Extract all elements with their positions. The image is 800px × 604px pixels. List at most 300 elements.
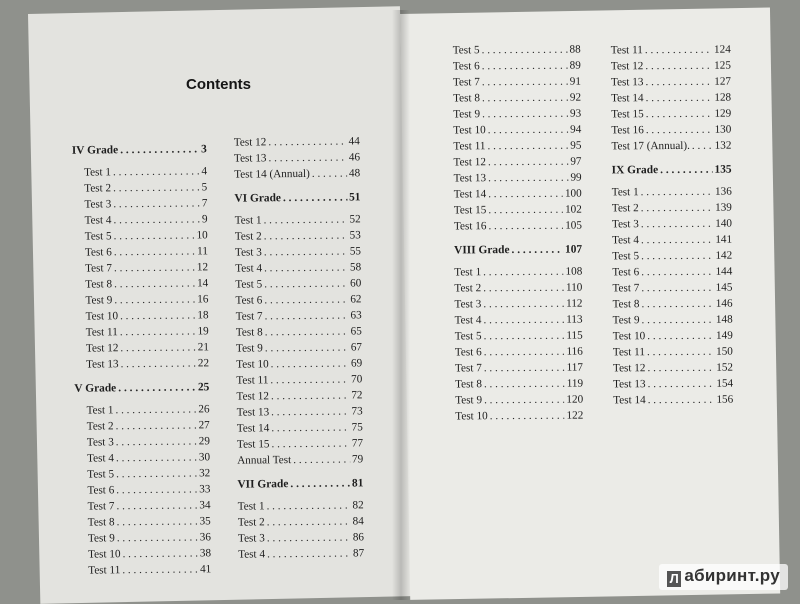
toc-column-1 (72, 133, 212, 578)
toc-entry-label: Test 2 (84, 182, 112, 195)
toc-entry (73, 275, 208, 292)
toc-entry-page-number: 12 (196, 261, 209, 274)
dot-leader (117, 513, 198, 530)
dot-leader (116, 481, 197, 498)
toc-entry-page-number: 156 (716, 393, 734, 406)
toc-entry (454, 264, 582, 281)
toc-entry-label: Test 13 (86, 358, 119, 371)
toc-entry-label: Test 11 (610, 44, 643, 57)
dot-leader (120, 339, 196, 356)
dot-leader (115, 401, 196, 418)
toc-entry (453, 58, 581, 75)
toc-entry-label: Test 3 (454, 298, 482, 311)
toc-entry-page-number: 10 (196, 229, 208, 242)
toc-entry-page-number: 14 (196, 277, 209, 290)
toc-entry (611, 122, 731, 139)
toc-entry (234, 149, 360, 166)
toc-grade-heading (72, 141, 207, 158)
toc-entry-page-number: 128 (714, 91, 732, 104)
toc-entry (612, 216, 732, 233)
dot-leader (116, 497, 197, 514)
toc-entry-page-number: 93 (569, 107, 582, 120)
toc-entry (611, 74, 731, 91)
toc-entry-label: Annual Test (237, 454, 292, 467)
toc-entry-label: Test 7 (612, 282, 640, 295)
toc-column-2 (234, 133, 364, 562)
dot-leader (645, 58, 712, 74)
toc-entry-label: Test 2 (86, 420, 114, 433)
toc-entry-page-number: 110 (565, 281, 583, 294)
toc-entry-label: Test 10 (236, 358, 269, 371)
dot-leader (645, 42, 712, 58)
toc-entry-label: Test 11 (612, 346, 645, 359)
dot-leader (117, 529, 198, 546)
toc-entry (612, 232, 732, 249)
toc-entry (73, 243, 208, 260)
dot-leader (483, 264, 563, 281)
toc-entry (75, 433, 210, 450)
toc-entry-page-number: 53 (349, 229, 361, 242)
toc-entry (72, 211, 207, 228)
dot-leader (293, 451, 350, 468)
toc-entry-page-number: 87 (352, 547, 365, 560)
toc-entry (75, 465, 210, 482)
toc-entry (238, 545, 364, 562)
toc-entry (455, 344, 583, 361)
toc-entry-page-number: 16 (197, 293, 209, 306)
toc-entry-label: Test 11 (85, 326, 118, 339)
dot-leader (271, 403, 350, 420)
dot-leader (646, 122, 713, 138)
toc-entry-page-number: 105 (565, 219, 582, 232)
toc-entry (611, 42, 731, 59)
toc-entry-label: Test 2 (454, 282, 482, 295)
toc-entry-page-number: 124 (713, 43, 731, 56)
toc-entry-page-number: 112 (566, 297, 583, 310)
toc-entry-label: Test 9 (85, 294, 113, 307)
toc-entry (454, 296, 582, 313)
toc-entry (73, 291, 208, 308)
toc-entry (74, 339, 209, 356)
toc-entry-page-number: 27 (198, 419, 210, 432)
toc-entry-page-number: 26 (198, 403, 210, 416)
dot-leader (641, 264, 713, 281)
toc-entry-label: Test 6 (612, 266, 640, 279)
toc-column-3 (453, 42, 584, 425)
toc-entry-label: Test 15 (236, 438, 270, 451)
toc-entry-page-number: 125 (714, 59, 731, 72)
dot-leader (488, 154, 568, 171)
toc-entry (238, 529, 364, 546)
dot-leader (264, 275, 348, 292)
toc-entry (73, 259, 208, 276)
toc-entry-page-number: 154 (716, 377, 734, 390)
toc-entry (613, 376, 733, 393)
toc-entry-label: Test 14 (236, 422, 270, 435)
toc-entry-page-number: 32 (198, 467, 211, 480)
toc-entry-page-number: 99 (570, 171, 582, 184)
toc-entry-page-number: 142 (715, 249, 733, 262)
toc-entry-page-number: 7 (201, 197, 208, 210)
toc-entry-page-number: 62 (350, 293, 362, 306)
toc-entry-page-number: 89 (569, 59, 581, 72)
toc-entry-label: Test 1 (86, 404, 114, 417)
toc-column-4 (611, 42, 734, 409)
dot-leader (114, 291, 195, 308)
toc-entry (238, 497, 364, 514)
toc-grade-heading (612, 162, 732, 179)
toc-entry-page-number: 139 (715, 201, 732, 214)
toc-entry (76, 561, 211, 578)
toc-entry (238, 513, 364, 530)
toc-grade-heading (454, 242, 582, 259)
toc-entry-page-number: 34 (199, 499, 211, 512)
toc-entry (72, 179, 207, 196)
toc-entry-page-number: 73 (351, 405, 363, 418)
toc-entry-page-number: 44 (348, 135, 360, 148)
toc-entry-page-number: 81 (351, 477, 364, 490)
dot-leader (646, 106, 713, 122)
dot-leader (483, 280, 564, 297)
watermark-text: абиринт.ру (684, 566, 780, 585)
toc-entry-label: Test 1 (454, 266, 482, 279)
toc-entry (612, 296, 732, 313)
dot-leader (641, 248, 713, 265)
toc-entry-label: Test 1 (234, 214, 262, 227)
dot-leader (482, 106, 568, 123)
toc-entry-label: VII Grade (237, 478, 289, 491)
toc-entry-label: Test 3 (237, 532, 265, 545)
toc-entry-page-number: 9 (201, 213, 208, 226)
toc-entry (76, 529, 211, 546)
toc-entry-label: Test 1 (237, 500, 265, 513)
book-gutter (392, 10, 410, 600)
toc-entry (612, 280, 732, 297)
toc-entry (235, 227, 361, 244)
toc-entry-label: Test 11 (236, 374, 269, 387)
toc-entry (613, 392, 733, 409)
toc-entry-label: Test 7 (452, 76, 480, 89)
dot-leader (488, 202, 563, 219)
toc-entry-page-number: 55 (349, 245, 362, 258)
toc-entry (454, 202, 582, 219)
toc-entry-label: Test 7 (87, 500, 115, 513)
toc-entry-page-number: 117 (566, 361, 583, 374)
toc-entry (453, 42, 581, 59)
toc-entry (235, 211, 361, 228)
toc-entry-page-number: 113 (566, 313, 583, 326)
toc-entry-label: Test 3 (86, 436, 114, 449)
dot-leader (120, 307, 196, 324)
toc-entry-label: Test 9 (453, 108, 481, 121)
dot-leader (647, 344, 714, 360)
dot-leader (647, 360, 714, 376)
toc-grade-heading (74, 379, 209, 396)
toc-entry-label: Test 13 (233, 152, 267, 165)
toc-grade-heading (234, 189, 360, 206)
dot-leader (641, 280, 713, 297)
dot-leader (271, 387, 350, 404)
dot-leader (118, 379, 196, 396)
dot-leader (264, 291, 348, 308)
toc-entry-label: Test 8 (235, 326, 263, 339)
dot-leader (113, 195, 200, 212)
toc-entry (234, 165, 360, 182)
toc-entry-label: Test 10 (85, 310, 119, 323)
toc-entry-page-number: 95 (570, 139, 582, 152)
toc-entry (453, 138, 581, 155)
toc-entry-page-number: 25 (197, 381, 210, 394)
toc-entry (236, 371, 362, 388)
dot-leader (114, 259, 195, 276)
toc-entry-label: Test 2 (234, 230, 262, 243)
dot-leader (487, 138, 568, 155)
dot-leader (692, 138, 713, 154)
dot-leader (488, 218, 563, 235)
toc-entry-page-number: 135 (714, 163, 732, 176)
toc-entry-label: Test 13 (453, 172, 487, 185)
dot-leader (488, 186, 563, 203)
toc-entry-label: Test 3 (84, 198, 112, 211)
toc-entry-label: Test 13 (236, 406, 270, 419)
dot-leader (484, 376, 565, 393)
toc-entry-label: Test 11 (88, 564, 121, 577)
dot-leader (482, 42, 568, 59)
toc-entry (453, 154, 581, 171)
dot-leader (116, 465, 197, 482)
dot-leader (484, 392, 564, 409)
dot-leader (641, 184, 713, 201)
toc-entry-label: IV Grade (71, 144, 119, 157)
toc-entry-page-number: 107 (564, 243, 583, 256)
toc-entry (73, 227, 208, 244)
toc-entry-label: Test 4 (238, 548, 266, 561)
dot-leader (264, 259, 348, 276)
toc-entry-label: Test 8 (87, 516, 115, 529)
toc-entry (72, 195, 207, 212)
toc-entry-page-number: 148 (715, 313, 733, 326)
toc-entry-page-number: 82 (352, 499, 364, 512)
toc-entry (235, 291, 361, 308)
dot-leader (511, 242, 563, 258)
toc-entry-label: Test 6 (452, 60, 480, 73)
dot-leader (641, 312, 713, 329)
toc-entry (454, 186, 582, 203)
dot-leader (646, 90, 713, 106)
toc-entry (237, 435, 363, 452)
dot-leader (271, 419, 350, 436)
toc-entry-label: Test 7 (454, 362, 482, 375)
dot-leader (483, 296, 564, 313)
toc-entry-label: Test 12 (610, 60, 644, 73)
toc-entry-page-number: 30 (198, 451, 211, 464)
dot-leader (290, 475, 350, 492)
toc-entry-label: Test 12 (612, 362, 646, 375)
toc-entry (237, 403, 363, 420)
toc-entry (453, 122, 581, 139)
toc-entry (613, 312, 733, 329)
toc-entry (235, 243, 361, 260)
toc-entry-page-number: 33 (199, 483, 211, 496)
toc-entry-label: Test 9 (87, 532, 115, 545)
toc-entry (236, 307, 362, 324)
toc-entry (454, 218, 582, 235)
toc-entry (453, 106, 581, 123)
toc-entry-page-number: 58 (349, 261, 362, 274)
dot-leader (484, 360, 565, 377)
toc-entry-label: VIII Grade (454, 244, 510, 257)
toc-entry-label: Test 5 (235, 278, 263, 291)
dot-leader (264, 307, 348, 324)
dot-leader (660, 162, 713, 178)
toc-entry-page-number: 29 (198, 435, 210, 448)
toc-entry (76, 545, 211, 562)
toc-entry-label: Test 5 (454, 330, 482, 343)
dot-leader (645, 74, 712, 90)
dot-leader (120, 141, 199, 158)
toc-entry (613, 344, 733, 361)
toc-entry-label: Test 11 (453, 140, 486, 153)
watermark-logo-icon: Л (667, 571, 681, 587)
dot-leader (116, 433, 197, 450)
dot-leader (114, 275, 195, 292)
toc-entry-label: Test 10 (88, 548, 121, 561)
toc-entry (612, 184, 732, 201)
toc-entry-label: Test 3 (611, 218, 639, 231)
toc-entry (612, 200, 732, 217)
toc-entry-label: Test 9 (235, 342, 263, 355)
toc-entry-label: Test 14 (Annual) (234, 167, 310, 181)
toc-entry (74, 307, 209, 324)
dot-leader (263, 211, 347, 228)
dot-leader (270, 371, 349, 388)
toc-entry (613, 328, 733, 345)
toc-entry (76, 513, 211, 530)
toc-entry-page-number: 5 (201, 181, 208, 194)
dot-leader (113, 211, 200, 228)
toc-entry-page-number: 88 (569, 43, 581, 56)
dot-leader (271, 355, 350, 372)
dot-leader (484, 344, 565, 361)
toc-entry (455, 360, 583, 377)
toc-entry (611, 138, 731, 155)
toc-entry (74, 401, 209, 418)
toc-entry-label: Test 4 (84, 214, 112, 227)
toc-entry-label: Test 12 (233, 136, 267, 149)
toc-entry-label: Test 15 (453, 204, 487, 217)
dot-leader (120, 323, 196, 340)
toc-entry-page-number: 21 (197, 341, 209, 354)
toc-entry (611, 58, 731, 75)
dot-leader (490, 408, 565, 425)
toc-entry-label: Test 13 (610, 76, 644, 89)
toc-entry-label: Test 9 (612, 314, 640, 327)
toc-entry-page-number: 140 (715, 217, 733, 230)
dot-leader (266, 497, 350, 514)
dot-leader (268, 133, 347, 150)
toc-entry-label: Test 12 (85, 342, 119, 355)
dot-leader (267, 545, 351, 562)
toc-entry-page-number: 67 (350, 341, 363, 354)
toc-entry-page-number: 122 (566, 409, 584, 422)
toc-entry-label: Test 13 (613, 378, 646, 391)
toc-entry-page-number: 48 (348, 167, 361, 180)
toc-entry-label: Test 8 (612, 298, 640, 311)
toc-entry-label: Test 2 (611, 202, 639, 215)
toc-entry-page-number: 63 (350, 309, 362, 322)
toc-entry-label: Test 6 (87, 484, 115, 497)
toc-entry-page-number: 51 (348, 191, 361, 204)
toc-entry-label: Test 10 (455, 410, 488, 423)
toc-entry-page-number: 141 (715, 233, 733, 246)
toc-entry-page-number: 46 (348, 151, 361, 164)
dot-leader (482, 74, 568, 91)
toc-entry-page-number: 11 (197, 245, 208, 258)
toc-entry (612, 248, 732, 265)
toc-entry-page-number: 94 (570, 123, 582, 136)
toc-entry-page-number: 36 (199, 531, 211, 544)
toc-entry (453, 74, 581, 91)
toc-entry-page-number: 86 (352, 531, 365, 544)
toc-entry (74, 355, 209, 372)
toc-entry-label: V Grade (74, 382, 117, 395)
toc-entry-page-number: 97 (570, 155, 582, 168)
dot-leader (114, 227, 195, 244)
toc-entry-label: Test 4 (454, 314, 482, 327)
toc-entry-page-number: 108 (565, 265, 583, 278)
toc-entry (455, 328, 583, 345)
toc-entry (612, 264, 732, 281)
toc-entry-page-number: 41 (199, 563, 212, 576)
toc-entry (454, 170, 582, 187)
toc-entry-label: Test 6 (454, 346, 482, 359)
toc-entry (75, 481, 210, 498)
dot-leader (647, 328, 714, 344)
toc-entry-page-number: 119 (566, 377, 584, 390)
toc-entry (236, 339, 362, 356)
toc-entry (235, 259, 361, 276)
dot-leader (641, 232, 713, 249)
toc-grade-heading (237, 475, 363, 492)
toc-entry-label: Test 14 (453, 188, 487, 201)
toc-entry-label: Test 8 (455, 378, 482, 391)
toc-entry (455, 408, 583, 425)
dot-leader (122, 545, 198, 562)
toc-entry (453, 90, 581, 107)
toc-entry (455, 312, 583, 329)
toc-entry-label: Test 10 (612, 330, 646, 343)
dot-leader (648, 376, 715, 392)
dot-leader (116, 449, 197, 466)
dot-leader (265, 339, 349, 356)
toc-entry-label: IX Grade (611, 164, 659, 177)
toc-entry-label: Test 14 (611, 92, 644, 105)
toc-entry-page-number: 75 (351, 421, 363, 434)
dot-leader (641, 216, 713, 233)
toc-entry (75, 497, 210, 514)
toc-entry-page-number: 77 (351, 437, 364, 450)
dot-leader (113, 163, 200, 180)
dot-leader (482, 58, 568, 75)
toc-entry (454, 280, 582, 297)
toc-entry-label: Test 3 (234, 246, 262, 259)
toc-entry-label: Test 8 (453, 92, 480, 105)
toc-entry-label: Test 16 (453, 220, 487, 233)
toc-entry-label: Test 10 (453, 124, 486, 137)
toc-entry-label: Test 5 (87, 468, 115, 481)
toc-entry-page-number: 69 (350, 357, 363, 370)
dot-leader (122, 561, 198, 578)
